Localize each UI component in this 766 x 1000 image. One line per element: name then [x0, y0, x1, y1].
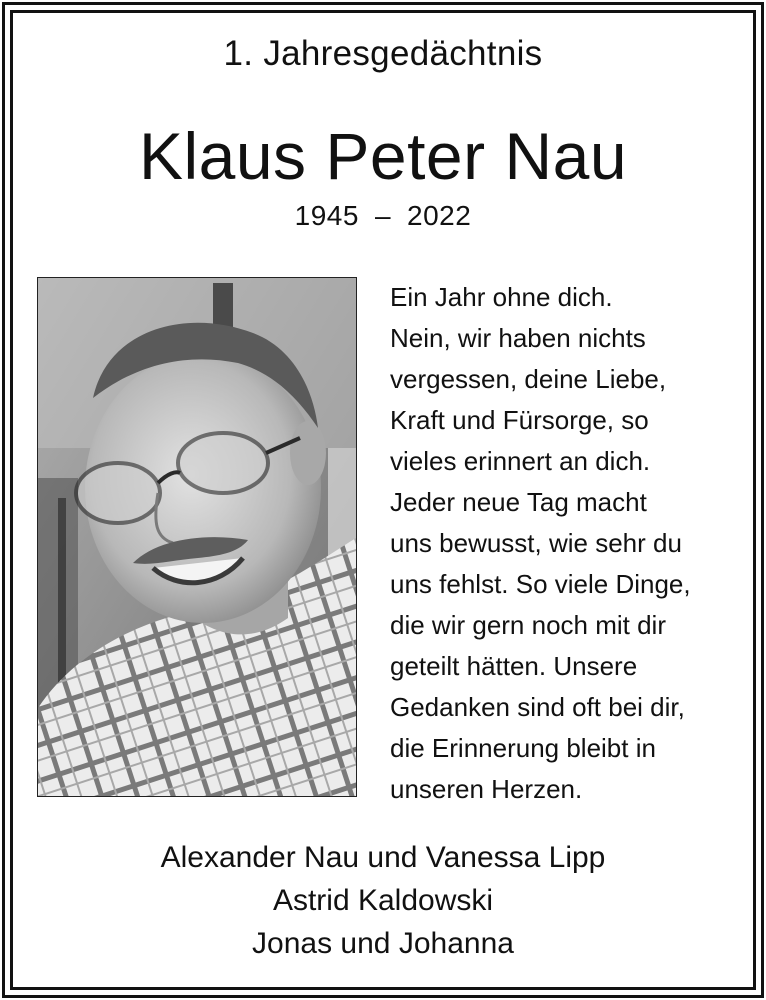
- poem-line: Jeder neue Tag macht: [390, 487, 647, 517]
- poem-line: Gedanken sind oft bei dir,: [390, 692, 685, 722]
- poem-line: die wir gern noch mit dir: [390, 610, 666, 640]
- poem-line: geteilt hätten. Unsere: [390, 651, 638, 681]
- portrait-photo: [37, 277, 357, 797]
- poem-line: Kraft und Fürsorge, so: [390, 405, 649, 435]
- poem-line: die Erinnerung bleibt in: [390, 733, 656, 763]
- poem-line: unseren Herzen.: [390, 774, 583, 804]
- life-dates: [0, 196, 766, 236]
- birth-year: 1945: [294, 200, 359, 231]
- poem-line: Ein Jahr ohne dich.: [390, 282, 613, 312]
- signer-line: Jonas und Johanna: [252, 927, 514, 960]
- anniversary-title: 1. Jahresgedächtnis: [223, 34, 543, 73]
- date-separator: –: [374, 200, 392, 231]
- poem-line: vergessen, deine Liebe,: [390, 364, 667, 394]
- signer-line: Alexander Nau und Vanessa Lipp: [160, 841, 606, 874]
- poem-line: uns bewusst, wie sehr du: [390, 528, 682, 558]
- deceased-name: Klaus Peter Nau: [138, 119, 628, 193]
- death-year: 2022: [407, 200, 472, 231]
- memorial-poem: [390, 277, 740, 810]
- poem-line: uns fehlst. So viele Dinge,: [390, 569, 691, 599]
- poem-line: vieles erinnert an dich.: [390, 446, 651, 476]
- signers-block: [0, 836, 766, 965]
- poem-line: Nein, wir haben nichts: [390, 323, 646, 353]
- signer-line: Astrid Kaldowski: [272, 884, 494, 917]
